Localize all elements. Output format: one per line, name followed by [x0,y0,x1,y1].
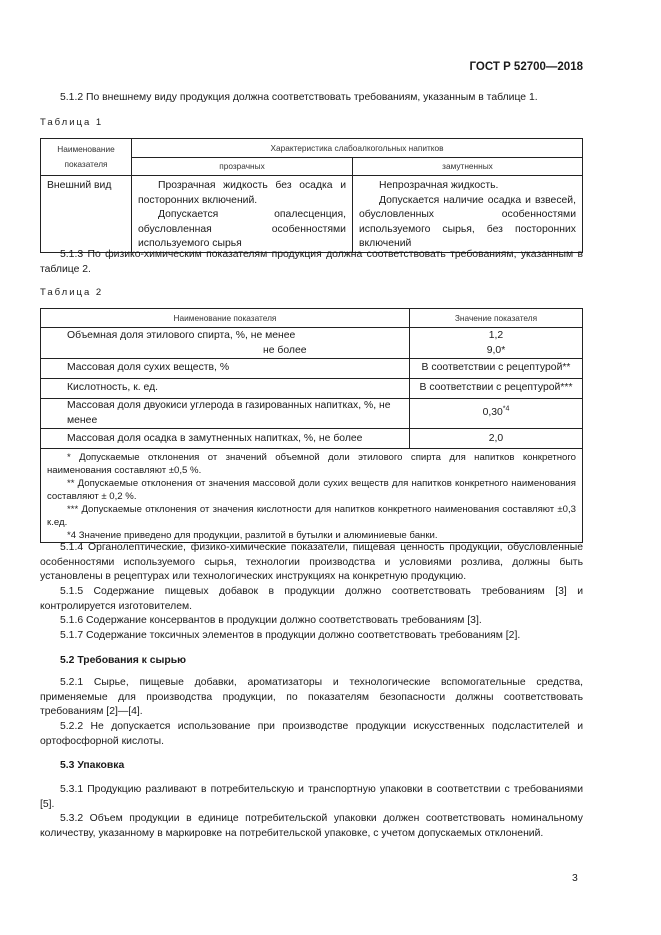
table-1-col-name: Наименование показателя [41,139,132,176]
paragraph-5-1-6: 5.1.6 Содержание консервантов в продукции должно соответствовать требованиям [3]. [60,615,482,626]
footnote-mark: *4 [502,406,510,414]
row-value: 1,2 [488,330,504,341]
table-1 [40,138,583,253]
table-row [41,328,583,359]
clear-desc-2: Допускается опалесценция, обусловленная особенностями используемого сырья [138,209,346,250]
footnote: *** Допускаемые отклонения от значения кислотности для напитков конкретного наименования составляют ±0,3 к.ед. [47,504,576,529]
paragraph-5-1-7: 5.1.7 Содержание токсичных элементов в продукции должно соответствовать требованиям [2]. [60,630,521,641]
paragraph-5-3-1: 5.3.1 Продукцию разливают в потребительскую и транспортную упаковки в соответствии с требованиями [5]. [40,784,583,810]
row-name: Массовая доля осадка в замутненных напитках, %, не более [41,429,410,449]
table-2 [40,308,583,543]
section-5-2-heading: 5.2 Требования к сырью [60,655,187,666]
row-name: Объемная доля этилового спирта, %, не менее [67,330,296,341]
table-2-col-value: Значение показателя [410,309,583,328]
paragraph-5-3-2: 5.3.2 Объем продукции в единице потребительской упаковки должен соответствовать номинальному количеству, указанному в маркировке на потребительской упаковке, с учетом допускаемых отклонений. [40,813,583,839]
table-2-col-name: Наименование показателя [41,309,410,328]
paragraph-5-2-2: 5.2.2 Не допускается использование при производстве продукции искусственных подсластителей и ортофосфорной кислоты. [40,721,583,747]
table-1-group-header: Характеристика слабоалкогольных напитков [132,139,583,158]
row-value: В соответствии с рецептурой** [410,359,583,379]
row-name: Кислотность, к. ед. [41,379,410,399]
row-value: 2,0 [410,429,583,449]
turbid-desc-2: Допускается наличие осадка и взвесей, обусловленных особенностями используемого сырья, без посторонних включений [359,194,576,250]
table-1-col-clear: прозрачных [132,158,353,176]
table-1-row-name: Внешний вид [41,176,132,253]
table-row [41,379,583,399]
row-name: Массовая доля сухих веществ, % [41,359,410,379]
paragraph-5-1-3: 5.1.3 По физико-химическим показателям продукция должна соответствовать требованиям, указанным в таблице 2. [40,249,583,275]
table-1-caption: Таблица 1 [40,117,104,128]
paragraph-5-1-2: 5.1.2 По внешнему виду продукция должна соответствовать требованиям, указанным в таблице 1. [60,92,538,103]
table-2-caption: Таблица 2 [40,287,104,298]
footnote: *4 Значение приведено для продукции, разлитой в бутылки и алюминиевые банки. [67,530,438,542]
table-row [41,359,583,379]
table-2-footnotes [41,449,583,543]
paragraph-5-2-1: 5.2.1 Сырье, пищевые добавки, ароматизаторы и технологические вспомогательные средства, применяемые для производства продукции, по показателям безопасности должны соответствовать требованиям [2]—[4]. [40,677,583,718]
paragraph-5-1-5: 5.1.5 Содержание пищевых добавок в продукции должно соответствовать требованиям [3] и контролируется изготовителем. [40,586,583,612]
row-value-2: 9,0* [486,344,506,356]
row-name: Массовая доля двуокиси углерода в газированных напитках, %, не менее [41,399,410,429]
document-header: ГОСТ Р 52700—2018 [469,61,583,73]
turbid-desc-1: Непрозрачная жидкость. [379,180,499,191]
table-1-col-turbid: замутненных [353,158,583,176]
row-name-2: не более [263,344,307,356]
row-value: 0,30 [482,407,503,419]
row-value: В соответствии с рецептурой*** [410,379,583,399]
table-row [41,399,583,429]
clear-desc-1: Прозрачная жидкость без осадка и посторонних включений. [138,180,346,206]
footnote: ** Допускаемые отклонения от значения массовой доли сухих веществ для напитков конкретного наименования составляют ± 0,2 %. [47,478,576,503]
paragraph-5-1-4: 5.1.4 Органолептические, физико-химические показатели, пищевая ценность продукции, обусловленные особенностями используемого сырья, технологии производства и условиями розлива, должны быть установлены в рецептурах или технологических инструкциях на конкретную продукцию. [40,542,583,583]
page-number: 3 [572,873,578,884]
table-row [41,429,583,449]
section-5-3-heading: 5.3 Упаковка [60,760,125,771]
footnote: * Допускаемые отклонения от значений объемной доли этилового спирта для напитков конкретного наименования составляют ±0,5 %. [47,452,576,477]
